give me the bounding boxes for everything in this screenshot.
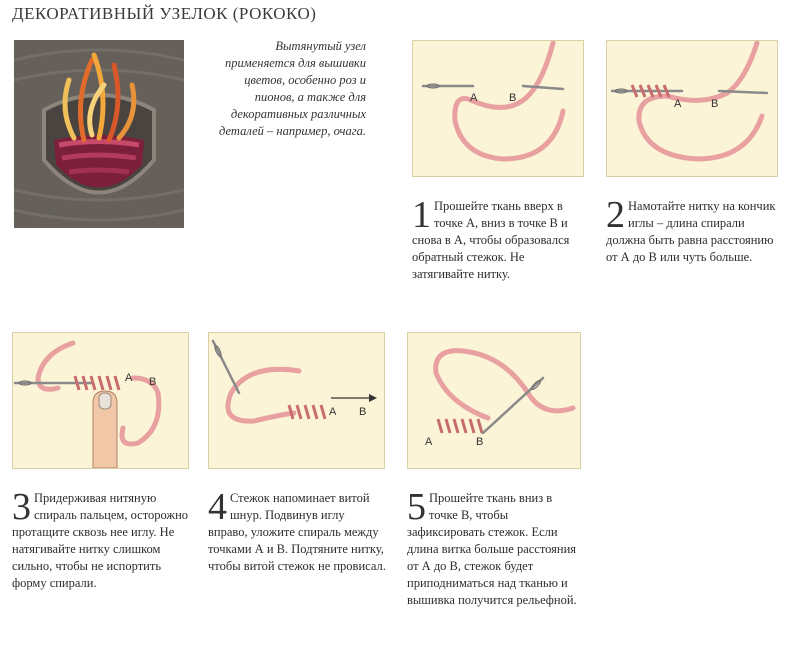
step-4-description: Стежок напоминает витой шнур. Подвинув иглу вправо, уложите спираль между точками А и В. Подтяните нитку, чтобы витой стежок не провисал.	[208, 491, 386, 573]
step-2-number: 2	[606, 194, 625, 236]
embroidery-photo	[14, 40, 184, 228]
label-a: A	[470, 92, 478, 104]
label-b: B	[509, 92, 517, 104]
step-5-text	[407, 486, 583, 609]
label-a: A	[425, 436, 433, 448]
label-b: B	[476, 436, 484, 448]
step-5-number: 5	[407, 486, 426, 528]
step-2-illustration	[606, 40, 778, 177]
step-4-number: 4	[208, 486, 227, 528]
step-5-description: Прошейте ткань вниз в точке В, чтобы зафиксировать стежок. Если длина витка больше расстояния от А до В, стежок будет приподниматься над тканью и вышивка получится рельефной.	[407, 491, 577, 607]
step-1-description: Прошейте ткань вверх в точке А, вниз в точке В и снова в А, чтобы образовался обратный стежок. Не затягивайте нитку.	[412, 199, 570, 281]
label-b: B	[359, 406, 367, 418]
photo-caption: Вытянутый узел применяется для вышивки цветов, особенно роз и пионов, а также для декоративных различных деталей – например, очага.	[219, 39, 366, 138]
step-3-text	[12, 486, 190, 592]
label-b: B	[149, 376, 157, 388]
label-b: B	[711, 98, 719, 110]
step-1-text	[412, 194, 584, 283]
page-title: ДЕКОРАТИВНЫЙ УЗЕЛОК (РОКОКО)	[12, 4, 317, 23]
step-4-text	[208, 486, 386, 575]
label-a: A	[329, 406, 337, 418]
label-a: A	[674, 98, 682, 110]
step-3-description: Придерживая нитяную спираль пальцем, осторожно протащите сквозь нее иглу. Не натягивайте нитку слишком сильно, чтобы не испортить форму спирали.	[12, 491, 189, 590]
step-2-description: Намотайте нитку на кончик иглы – длина спирали должна быть равна расстоянию от А до В или чуть больше.	[606, 199, 776, 264]
step-2-text	[606, 194, 782, 266]
step-3-illustration	[12, 332, 189, 469]
step-3-number: 3	[12, 486, 31, 528]
label-a: A	[125, 372, 133, 384]
step-1-number: 1	[412, 194, 431, 236]
step-4-illustration	[208, 332, 385, 469]
step-1-illustration	[412, 40, 584, 177]
step-5-illustration	[407, 332, 581, 469]
